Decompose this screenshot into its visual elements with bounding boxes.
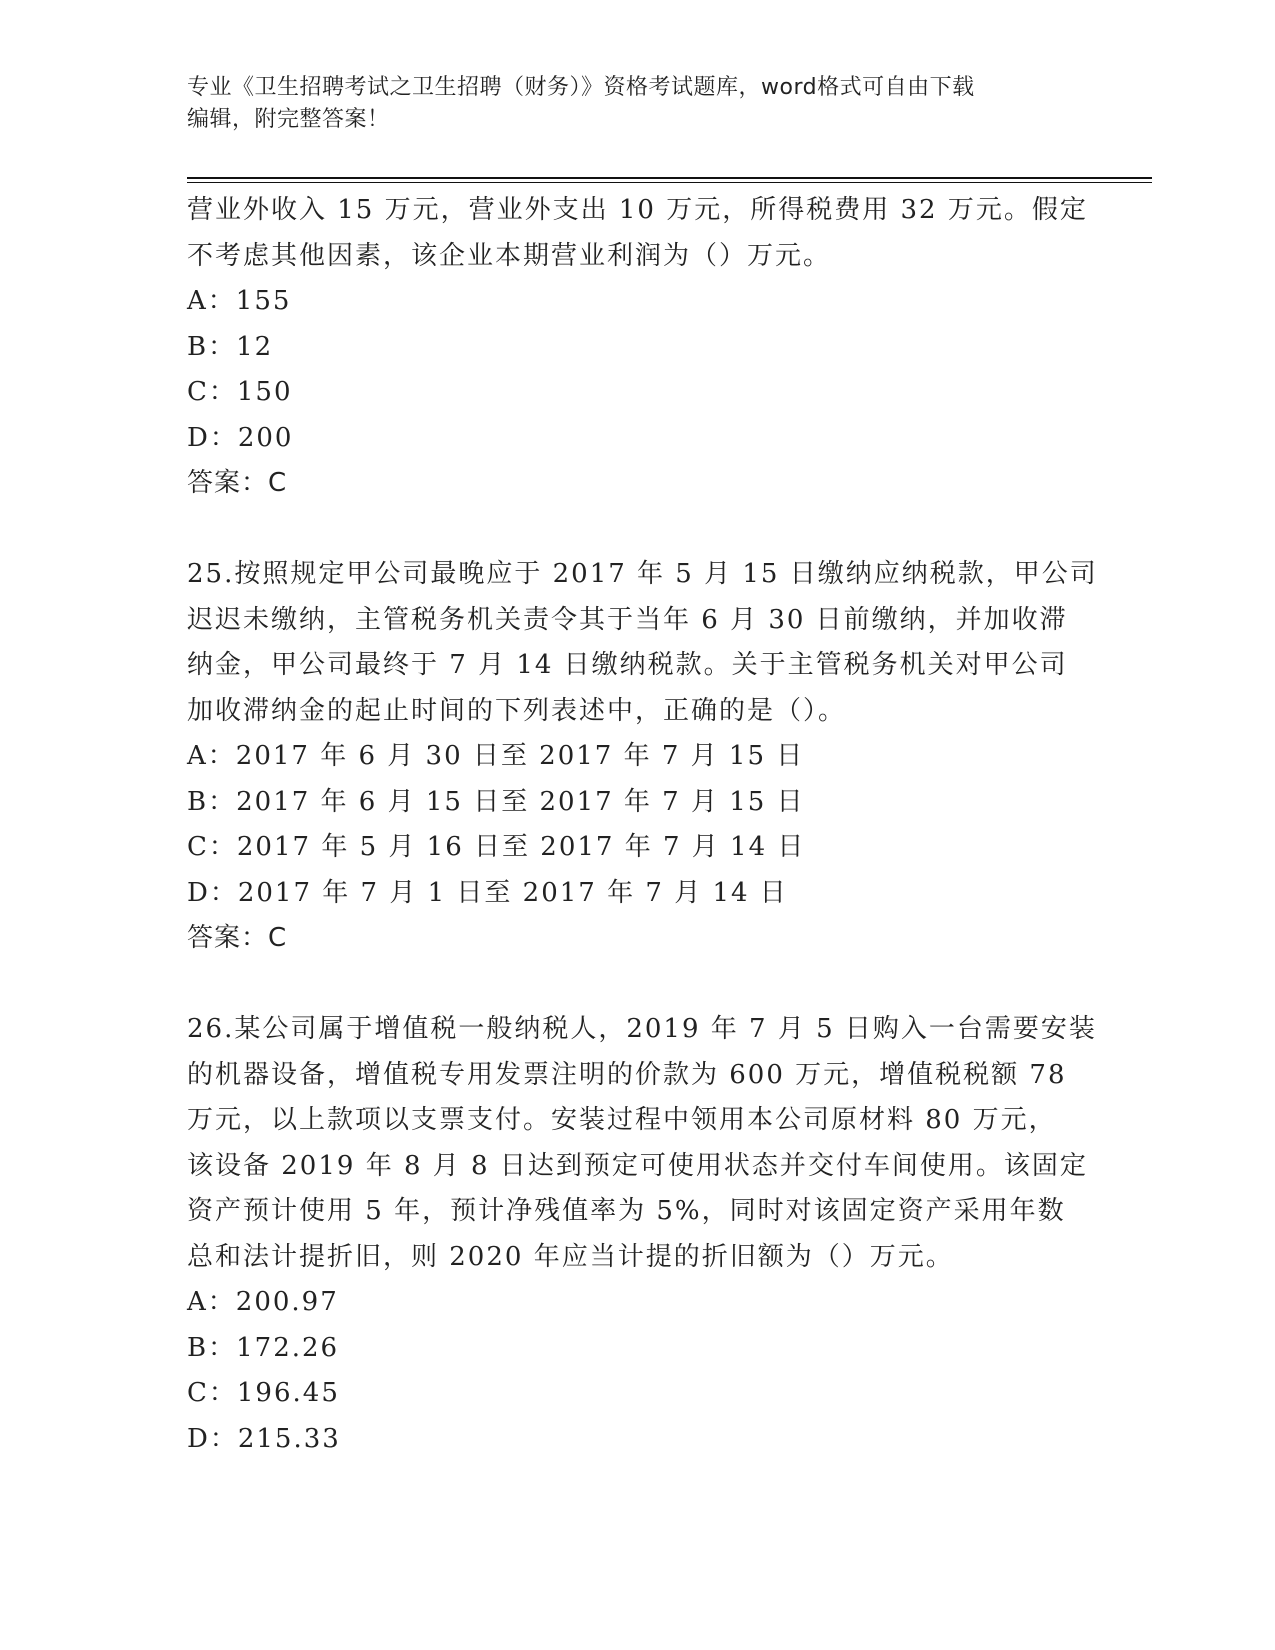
document-body xyxy=(187,188,1098,1462)
option-b: B：2017 年 6 月 15 日至 2017 年 7 月 15 日 xyxy=(187,786,805,817)
question-text-line: 资产预计使用 5 年，预计净残值率为 5%，同时对该固定资产采用年数 xyxy=(187,1196,1066,1226)
question-spacer xyxy=(187,507,1087,553)
question-26 xyxy=(187,1007,1097,1462)
question-24 xyxy=(187,188,1087,507)
question-text-line: 25.按照规定甲公司最晚应于 2017 年 5 月 15 日缴纳应纳税款，甲公司 xyxy=(187,559,1098,589)
question-text-line: 26.某公司属于增值税一般纳税人，2019 年 7 月 5 日购入一台需要安装 xyxy=(187,1014,1097,1044)
option-c: C：2017 年 5 月 16 日至 2017 年 7 月 14 日 xyxy=(187,832,806,862)
option-b: B：12 xyxy=(187,331,274,362)
header-line-2: 编辑，附完整答案！ xyxy=(187,107,390,132)
option-b: B：172.26 xyxy=(187,1332,340,1363)
option-a: A：155 xyxy=(187,286,292,316)
option-d: D：2017 年 7 月 1 日至 2017 年 7 月 14 日 xyxy=(187,877,788,908)
header-rule-thin xyxy=(187,182,1152,183)
document-header xyxy=(187,72,1067,136)
option-a: A：2017 年 6 月 30 日至 2017 年 7 月 15 日 xyxy=(187,741,805,771)
question-text-line: 纳金，甲公司最终于 7 月 14 日缴纳税款。关于主管税务机关对甲公司 xyxy=(187,650,1068,680)
question-text-line: 加收滞纳金的起止时间的下列表述中，正确的是（）。 xyxy=(187,695,847,726)
option-d: D：200 xyxy=(187,422,294,453)
option-c: C：196.45 xyxy=(187,1378,340,1408)
header-line-1: 专业《卫生招聘考试之卫生招聘（财务）》资格考试题库，word格式可自由下载 xyxy=(187,75,975,100)
answer-line: 答案：C xyxy=(187,468,288,498)
question-text-line: 迟迟未缴纳，主管税务机关责令其于当年 6 月 30 日前缴纳，并加收滞 xyxy=(187,604,1068,635)
question-text-line: 万元，以上款项以支票支付。安装过程中领用本公司原材料 80 万元， xyxy=(187,1105,1057,1135)
answer-line: 答案：C xyxy=(187,923,288,953)
option-d: D：215.33 xyxy=(187,1423,341,1454)
question-text-line: 营业外收入 15 万元，营业外支出 10 万元，所得税费用 32 万元。假定 xyxy=(187,195,1088,225)
question-25 xyxy=(187,552,1098,962)
header-rule-thick xyxy=(187,177,1152,179)
question-text-line: 该设备 2019 年 8 月 8 日达到预定可使用状态并交付车间使用。该固定 xyxy=(187,1150,1088,1181)
question-text-line: 总和法计提折旧，则 2020 年应当计提的折旧额为（）万元。 xyxy=(187,1241,954,1272)
option-a: A：200.97 xyxy=(187,1287,339,1317)
option-c: C：150 xyxy=(187,377,293,407)
question-text-line: 的机器设备，增值税专用发票注明的价款为 600 万元，增值税税额 78 xyxy=(187,1059,1067,1090)
question-text-line: 不考虑其他因素，该企业本期营业利润为（）万元。 xyxy=(187,240,832,271)
question-spacer xyxy=(187,962,1087,1008)
